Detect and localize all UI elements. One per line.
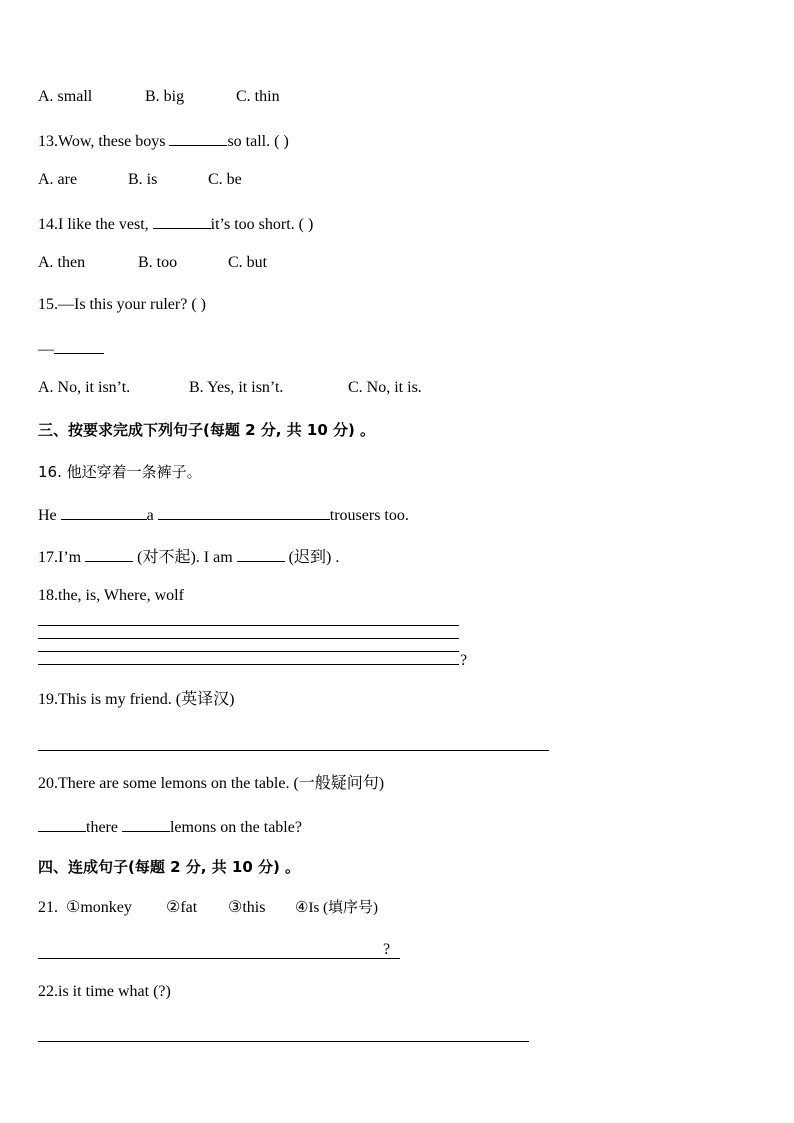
q19-answer-rule[interactable] <box>38 750 549 751</box>
q15-dash: — <box>38 341 54 358</box>
q15-question <box>38 295 206 315</box>
q20-answer-line <box>38 815 302 838</box>
q12-options <box>38 87 280 107</box>
q13-question <box>38 129 289 152</box>
q14-option-a: A. then <box>38 254 86 271</box>
q18-answer-rule-2[interactable] <box>38 638 459 639</box>
q16-prompt: 16. 他还穿着一条裤子。 <box>38 463 202 481</box>
q21-item-2: ②fat <box>166 899 198 916</box>
q12-option-a: A. small <box>38 88 93 105</box>
q14-option-c: C. but <box>228 254 268 271</box>
q14-blank[interactable] <box>153 212 211 229</box>
q13-option-c: C. be <box>208 171 242 188</box>
q21-answer-rule[interactable] <box>38 958 400 959</box>
q15-blank[interactable] <box>54 337 104 354</box>
q14-question <box>38 212 313 235</box>
section-4-title: 四、连成句子(每题 2 分, 共 10 分) 。 <box>38 858 301 876</box>
q18-prompt: 18.the, is, Where, wolf <box>38 587 184 604</box>
q17-question <box>38 545 339 568</box>
q13-option-a: A. are <box>38 171 78 188</box>
q18-answer-rule-1[interactable] <box>38 625 459 626</box>
q13-text-post: so tall. <box>227 133 271 150</box>
q19-question: 19.This is my friend. (英译汉) <box>38 691 235 708</box>
q20-blank-2[interactable] <box>122 815 170 832</box>
q13-text-pre: 13.Wow, these boys <box>38 133 166 150</box>
q20-word-lemons: lemons on the table? <box>169 819 302 836</box>
q16-blank-1[interactable] <box>61 503 147 520</box>
q16-word-he: He <box>38 507 57 524</box>
q14-options <box>38 253 267 273</box>
q15-answer-paren: ( ) <box>191 296 206 313</box>
q17-hint-1: (对不起). I am <box>137 549 233 566</box>
q12-option-c: C. thin <box>236 88 280 105</box>
q15-text: 15.—Is this your ruler? <box>38 296 188 313</box>
q18-answer-rule-4[interactable] <box>38 664 459 665</box>
q17-hint-2: (迟到) . <box>288 549 340 566</box>
q15-option-b: B. Yes, it isn’t. <box>189 379 284 396</box>
q15-response <box>38 337 104 360</box>
q21-item-3: ③this <box>228 899 266 916</box>
q15-option-c: C. No, it is. <box>348 379 422 396</box>
q14-option-b: B. too <box>138 254 178 271</box>
q13-options <box>38 170 242 190</box>
q16-answer-line <box>38 503 409 526</box>
q13-answer-paren: ( ) <box>274 133 289 150</box>
q14-text-post: it’s too short. <box>210 216 295 233</box>
q15-option-a: A. No, it isn’t. <box>38 379 131 396</box>
q22-question: 22.is it time what (?) <box>38 983 171 1000</box>
q13-option-b: B. is <box>128 171 158 188</box>
q12-option-b: B. big <box>145 88 185 105</box>
q21-item-1: ①monkey <box>66 899 132 916</box>
q16-blank-2[interactable] <box>158 503 330 520</box>
q20-question: 20.There are some lemons on the table. (一般疑问句) <box>38 775 385 792</box>
q22-answer-rule[interactable] <box>38 1041 529 1042</box>
q15-options <box>38 378 422 398</box>
q18-answer-rule-3[interactable] <box>38 651 459 652</box>
q18-question-mark: ? <box>460 652 468 669</box>
q20-word-there: there <box>86 819 118 836</box>
q16-word-trousers: trousers too. <box>329 507 409 524</box>
q14-text-pre: 14.I like the vest, <box>38 216 149 233</box>
q20-blank-1[interactable] <box>38 815 86 832</box>
q17-blank-1[interactable] <box>85 545 133 562</box>
q21-item-4: ④Is (填序号) <box>295 900 379 916</box>
q17-text-pre: 17.I’m <box>38 549 82 566</box>
q14-answer-paren: ( ) <box>298 216 314 233</box>
q13-blank[interactable] <box>169 129 227 146</box>
q16-word-a: a <box>146 507 154 524</box>
q17-blank-2[interactable] <box>237 545 285 562</box>
q21-number: 21. <box>38 899 58 916</box>
q21-question <box>38 898 378 918</box>
q21-question-mark: ? <box>383 941 391 958</box>
section-3-title: 三、按要求完成下列句子(每题 2 分, 共 10 分) 。 <box>38 421 376 439</box>
